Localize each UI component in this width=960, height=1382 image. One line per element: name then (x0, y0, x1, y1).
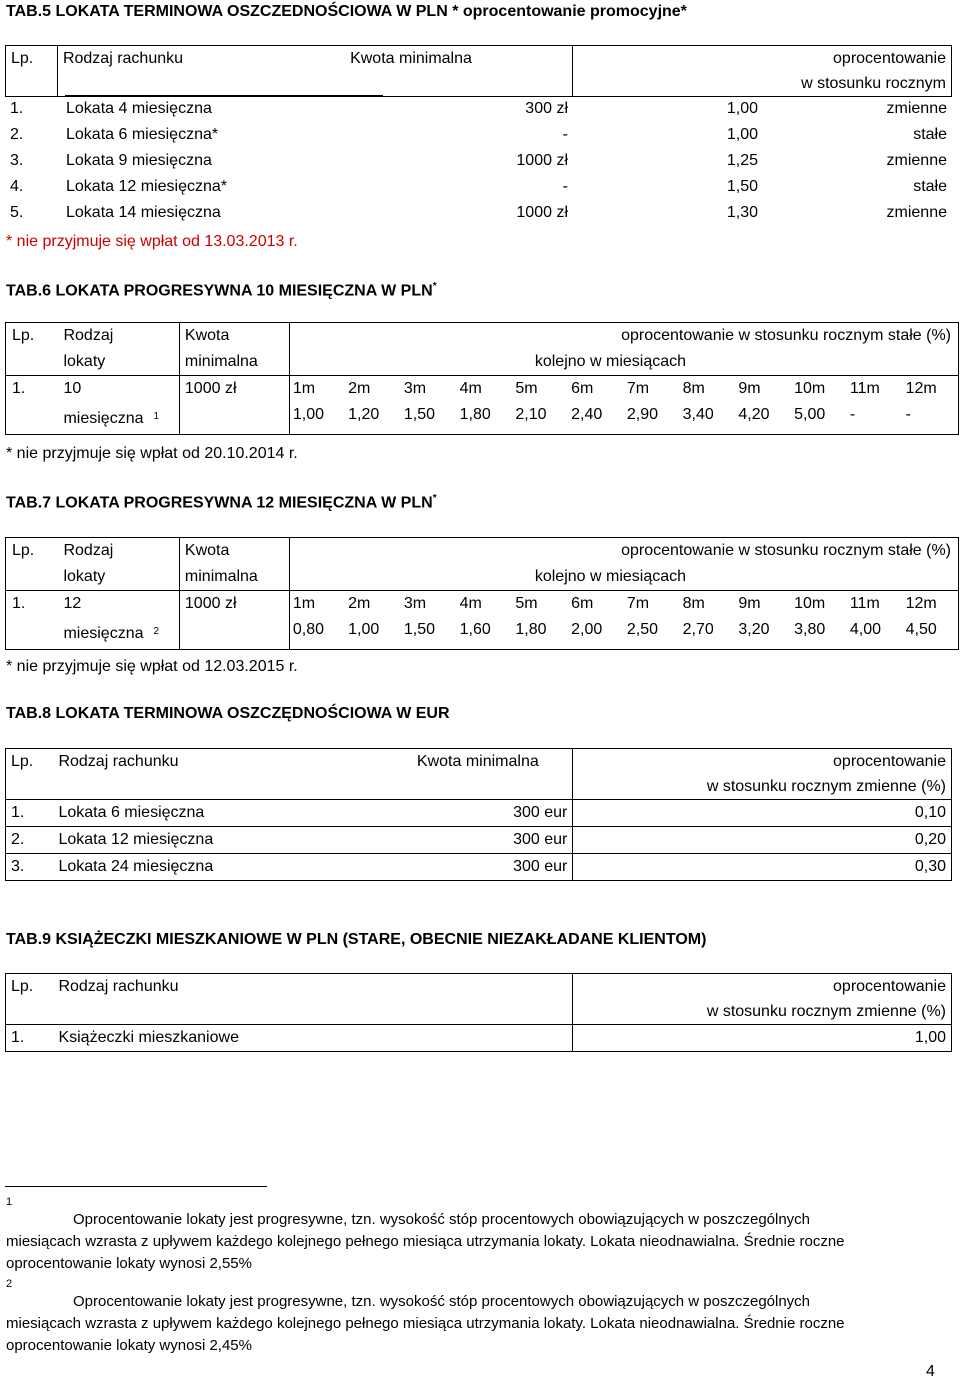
row-kwota-label: 1000 zł (184, 595, 237, 612)
header-kwota-line1: Kwota (184, 327, 230, 344)
header-opr-line2: w stosunku rocznym (801, 75, 946, 92)
row-typ: zmienne (886, 152, 947, 169)
tab6-title-star: * (432, 281, 437, 292)
table-row (5, 200, 952, 226)
row-lp: 1. (6, 800, 54, 827)
month-cell: 4m (459, 595, 482, 612)
footnote-2-line2: miesiącach wzrasta z upływem każdego kolejnego pełnego miesiąca utrzymania lokaty. Lokata nieodnawialna. Średnie roczne (6, 1315, 845, 1332)
row-oprocentowanie: 1,00 (726, 126, 758, 143)
header-opr-line2: w stosunku rocznym zmienne (%) (706, 778, 946, 795)
row-kwota: 1000 zł (516, 152, 568, 169)
row-kwota: 300 eur (417, 827, 573, 854)
header-lp-label: Lp. (11, 978, 34, 995)
table-header-row (6, 323, 959, 376)
header-opr-line1: oprocentowanie w stosunku rocznym stałe (%) (621, 542, 951, 559)
rate-cell: 1,60 (457, 617, 513, 649)
header-kwota (179, 323, 289, 376)
footnote-1-num: 1 (6, 1196, 13, 1208)
rate-cell: 1,00 (289, 402, 345, 434)
row-rodzaj: Książeczki mieszkaniowe (53, 1025, 572, 1052)
rate-cell: 2,00 (568, 617, 624, 649)
row-rodzaj: Lokata 9 miesięczna (66, 152, 212, 169)
month-cell: 8m (682, 595, 705, 612)
row-rodzaj (53, 376, 179, 435)
rate-cell: 4,20 (735, 402, 791, 434)
row-oprocentowanie: 0,20 (573, 827, 952, 854)
table-header-row (6, 749, 952, 800)
rate-cell: 4,00 (847, 617, 903, 649)
tab9-title: TAB.9 KSIĄŻECZKI MIESZKANIOWE W PLN (STARE, OBECNIE NIEZAKŁADANE KLIENTOM) (6, 931, 707, 948)
header-rodzaj-label: Rodzaj rachunku (58, 978, 179, 995)
header-lp (6, 323, 54, 376)
header-opr (573, 974, 952, 1025)
month-cell: 5m (515, 380, 538, 397)
row-kwota: 1000 zł (516, 204, 568, 221)
header-lp (6, 538, 54, 591)
header-lp-label: Lp. (12, 327, 35, 344)
table-row (6, 591, 959, 618)
row-oprocentowanie: 1,00 (573, 1025, 952, 1052)
header-lp (6, 974, 54, 1025)
row-rodzaj: Lokata 12 miesięczna (53, 827, 416, 854)
row-oprocentowanie: 1,30 (726, 204, 758, 221)
header-opr-line2: kolejno w miesiącach (534, 353, 687, 370)
rate-cell: - (847, 402, 903, 434)
footnote-ref: 1 (153, 411, 160, 422)
row-oprocentowanie: 0,10 (573, 800, 952, 827)
row-oprocentowanie: 1,25 (726, 152, 758, 169)
table-header-row (6, 46, 952, 97)
rate-cell: 4,50 (903, 617, 959, 649)
month-cell: 5m (515, 595, 538, 612)
rate-cell: 5,00 (791, 402, 847, 434)
row-lp: 2. (10, 126, 24, 143)
row-typ: stałe (913, 126, 947, 143)
header-opr (289, 323, 958, 376)
table-row (5, 122, 952, 148)
footnote-ref: 2 (153, 626, 160, 637)
header-kwota-line2: minimalna (184, 353, 258, 370)
footnote-2-num: 2 (6, 1278, 13, 1290)
header-rodzaj (53, 538, 179, 591)
rate-cell: 1,50 (401, 402, 457, 434)
footnote-1 (6, 1195, 845, 1275)
month-cell: 3m (403, 380, 427, 397)
header-kwota-line2: minimalna (184, 568, 258, 585)
header-lp: Lp. (6, 46, 58, 97)
row-lp (6, 376, 54, 435)
row-lp: 1. (10, 100, 24, 117)
row-oprocentowanie: 0,30 (573, 854, 952, 881)
header-opr (573, 46, 952, 97)
row-rodzaj: Lokata 6 miesięczna* (66, 126, 219, 143)
row-rodzaj-line2: miesięczna (63, 410, 144, 427)
table-header-row (6, 538, 959, 591)
rate-cell: 2,50 (624, 617, 680, 649)
row-rodzaj: Lokata 14 miesięczna (66, 204, 221, 221)
header-opr-line2: kolejno w miesiącach (534, 568, 687, 585)
month-cell: 11m (849, 595, 880, 612)
rate-cell: 3,80 (791, 617, 847, 649)
month-cell: 12m (903, 591, 959, 618)
row-lp-label: 1. (12, 380, 26, 397)
table-row (5, 148, 952, 174)
header-kwota-line1: Kwota (184, 542, 230, 559)
tab6-note: * nie przyjmuje się wpłat od 20.10.2014 r. (6, 445, 298, 462)
table-row (6, 800, 952, 827)
month-cell: 2m (348, 380, 371, 397)
rate-cell: 1,80 (457, 402, 513, 434)
rate-cell: 2,40 (568, 402, 624, 434)
rate-cell: 2,10 (512, 402, 568, 434)
footnote-1-line3: oprocentowanie lokaty wynosi 2,55% (6, 1255, 252, 1272)
row-lp: 3. (6, 854, 54, 881)
row-lp: 1. (6, 1025, 54, 1052)
tab7-title (6, 493, 437, 512)
row-kwota: - (562, 178, 568, 195)
row-kwota-label: 1000 zł (184, 380, 237, 397)
row-oprocentowanie: 1,00 (726, 100, 758, 117)
month-cell: 6m (571, 380, 594, 397)
row-rodzaj: Lokata 6 miesięczna (53, 800, 416, 827)
month-cell: 8m (682, 380, 705, 397)
month-cell: 4m (459, 380, 482, 397)
header-opr-line1: oprocentowanie (833, 978, 946, 995)
footnote-separator (5, 1186, 267, 1187)
rate-cell: 3,20 (735, 617, 791, 649)
month-cell: 3m (403, 595, 427, 612)
month-cell: 2m (348, 595, 371, 612)
month-cell: 10m (794, 595, 826, 612)
rate-cell: 2,70 (680, 617, 736, 649)
row-lp: 3. (10, 152, 24, 169)
row-lp: 2. (6, 827, 54, 854)
footnote-2-line1: Oprocentowanie lokaty jest progresywne, tzn. wysokość stóp procentowych obowiązujących w poszczególnych (73, 1293, 811, 1310)
header-rodzaj-line1: Rodzaj (63, 542, 114, 559)
tab7-note: * nie przyjmuje się wpłat od 12.03.2015 r. (6, 658, 298, 675)
row-lp: 5. (10, 204, 24, 221)
table-row (5, 96, 952, 122)
month-cell: 10m (794, 380, 826, 397)
tab6-title (6, 281, 437, 300)
row-typ: stałe (913, 178, 947, 195)
row-kwota: 300 zł (525, 100, 568, 117)
header-rodzaj-line2: lokaty (63, 353, 106, 370)
tab7-table (5, 537, 959, 650)
tab6-table (5, 322, 959, 435)
header-rodzaj-label: Rodzaj rachunku (58, 753, 179, 770)
header-lp (6, 749, 54, 800)
month-cell: 1m (292, 595, 316, 612)
rate-cell: 2,90 (624, 402, 680, 434)
table-row (6, 1025, 952, 1052)
rate-cell: 1,20 (345, 402, 401, 434)
header-rodzaj (53, 974, 572, 1025)
page-number: 4 (926, 1363, 935, 1380)
row-kwota: 300 eur (417, 854, 573, 881)
header-kwota (179, 538, 289, 591)
row-typ: zmienne (886, 100, 947, 117)
tab5-note: * nie przyjmuje się wpłat od 13.03.2013 r. (6, 233, 298, 250)
header-rodzaj-line1: Rodzaj (63, 327, 114, 344)
tab7-title-star: * (432, 493, 437, 504)
table-header-row (6, 974, 952, 1025)
header-kwota-label: Kwota minimalna (416, 753, 539, 770)
row-kwota: - (562, 126, 568, 143)
month-cell: 9m (738, 380, 761, 397)
tab5-title: TAB.5 LOKATA TERMINOWA OSZCZEDNOŚCIOWA W PLN * oprocentowanie promocyjne* (6, 3, 687, 20)
row-lp (6, 591, 54, 650)
footnote-2-line3: oprocentowanie lokaty wynosi 2,45% (6, 1337, 252, 1354)
rate-cell: 3,40 (680, 402, 736, 434)
row-oprocentowanie: 1,50 (726, 178, 758, 195)
header-opr (289, 538, 958, 591)
tab5-table (5, 45, 952, 97)
row-rodzaj: Lokata 24 miesięczna (53, 854, 416, 881)
header-rodzaj-label: Rodzaj rachunku (62, 50, 184, 67)
month-cell: 6m (571, 595, 594, 612)
row-kwota: 300 eur (417, 800, 573, 827)
month-cell: 12m (903, 376, 959, 403)
tab5-rows (5, 96, 952, 226)
row-rodzaj-line2: miesięczna (63, 625, 144, 642)
header-lp-label: Lp. (11, 753, 34, 770)
rate-cell: 0,80 (289, 617, 345, 649)
header-opr-line1: oprocentowanie (833, 753, 946, 770)
row-lp: 4. (10, 178, 24, 195)
header-rodzaj (53, 323, 179, 376)
rate-cell: 1,50 (401, 617, 457, 649)
header-opr-line2: w stosunku rocznym zmienne (%) (706, 1003, 946, 1020)
rate-cell: - (903, 402, 959, 434)
table-row (6, 827, 952, 854)
rate-cell: 1,00 (345, 617, 401, 649)
month-cell: 11m (849, 380, 880, 397)
header-lp-label: Lp. (12, 542, 35, 559)
row-rodzaj: Lokata 4 miesięczna (66, 100, 212, 117)
header-rodzaj-line2: lokaty (63, 568, 106, 585)
row-kwota (179, 376, 289, 435)
month-cell: 7m (626, 380, 650, 397)
month-cell: 9m (738, 595, 761, 612)
row-rodzaj-line1: 10 (63, 380, 82, 397)
row-lp-label: 1. (12, 595, 26, 612)
row-typ: zmienne (886, 204, 947, 221)
tab8-title: TAB.8 LOKATA TERMINOWA OSZCZĘDNOŚCIOWA W EUR (6, 705, 450, 722)
header-kwota (417, 749, 573, 800)
tab6-title-text: TAB.6 LOKATA PROGRESYWNA 10 MIESIĘCZNA W PLN (6, 282, 433, 300)
month-cell: 7m (626, 595, 650, 612)
table-row (5, 174, 952, 200)
header-opr-line1: oprocentowanie (833, 50, 946, 67)
header-rodzaj (57, 46, 381, 97)
row-rodzaj: Lokata 12 miesięczna* (66, 178, 227, 195)
header-kwota (350, 46, 573, 97)
tab8-table (5, 748, 952, 881)
footnote-1-line2: miesiącach wzrasta z upływem każdego kolejnego pełnego miesiąca utrzymania lokaty. Lokata nieodnawialna. Średnie roczne (6, 1233, 845, 1250)
header-opr-line1: oprocentowanie w stosunku rocznym stałe (%) (621, 327, 951, 344)
row-kwota (179, 591, 289, 650)
header-rodzaj (53, 749, 416, 800)
footnote-2 (6, 1277, 845, 1357)
month-cell: 1m (292, 380, 316, 397)
rate-cell: 1,80 (512, 617, 568, 649)
table-row (6, 854, 952, 881)
tab9-table (5, 973, 952, 1052)
header-kwota-label: Kwota minimalna (350, 50, 472, 67)
row-rodzaj (53, 591, 179, 650)
tab7-title-text: TAB.7 LOKATA PROGRESYWNA 12 MIESIĘCZNA W PLN (6, 494, 433, 512)
table-row (6, 376, 959, 403)
header-opr (573, 749, 952, 800)
row-rodzaj-line1: 12 (63, 595, 82, 612)
footnote-1-line1: Oprocentowanie lokaty jest progresywne, tzn. wysokość stóp procentowych obowiązujących w poszczególnych (73, 1211, 811, 1228)
